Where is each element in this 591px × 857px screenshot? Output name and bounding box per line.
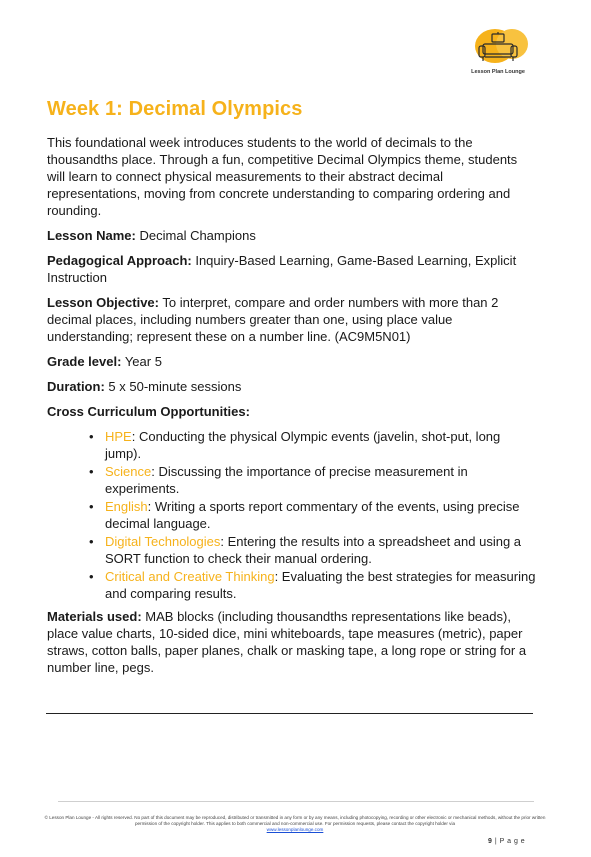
subject-description: : Evaluating the best strategies for measuring and comparing results. [105,569,536,601]
pedagogical-approach-label: Pedagogical Approach: [47,253,192,268]
subject-digital-technologies: Digital Technologies [105,534,221,549]
materials-value: MAB blocks (including thousandths representations like beads), place value charts, 10-sided dice, mini whiteboards, tape measures (metric), paper straws, cotton balls, paper planes, chalk or masking tape, a long rope or string for a number line, pegs. [47,609,527,675]
subject-description: : Entering the results into a spreadsheet and using a SORT function to check their manual ordering. [105,534,522,566]
page-number [488,838,525,845]
list-item [105,568,537,602]
duration-value: 5 x 50-minute sessions [108,379,242,394]
lesson-name-label: Lesson Name: [47,228,136,243]
lesson-objective-row [47,294,537,345]
subject-description: : Writing a sports report commentary of the events, using precise decimal language. [105,499,520,531]
page-title: Week 1: Decimal Olympics [47,98,303,120]
duration-row [47,378,537,395]
grade-level-value: Year 5 [124,354,162,369]
materials-row [47,608,537,676]
lesson-content [47,134,537,684]
footer-divider [58,801,534,802]
duration-label: Duration: [47,379,105,394]
website-link[interactable]: www.lessonplanlounge.com [266,827,324,832]
cross-curriculum-heading [47,403,537,420]
grade-level-row [47,353,537,370]
subject-description: : Conducting the physical Olympic events (javelin, shot-put, long jump). [105,429,501,461]
cross-curriculum-list [47,428,537,602]
materials-label: Materials used: [47,609,142,624]
subject-description: : Discussing the importance of precise measurement in experiments. [105,464,468,496]
subject-critical-creative-thinking: Critical and Creative Thinking [105,569,275,584]
subject-hpe: HPE [105,429,132,444]
lesson-objective-label: Lesson Objective: [47,295,159,310]
intro-paragraph: This foundational week introduces students to the world of decimals to the thousandths place. Through a fun, competitive Decimal Olympics theme, students will learn to connect physical measurements to their abstract decimal representations, moving from concrete understanding to comparing ordering and rounding. [47,135,518,218]
list-item [105,463,537,497]
cross-curriculum-heading-text: Cross Curriculum Opportunities: [47,404,250,419]
section-divider [46,713,533,714]
list-item [105,428,537,462]
lesson-name-row [47,227,537,244]
copyright-text: © Lesson Plan Lounge - All rights reserved. No part of this document may be reproduced, distributed or transmitted in any form or by any means, including photocopying, recording or other electronic or mechanical methods, without the prior written permission of the copyright holder. This applies to both commercial and non-commercial use. For permission requests, please contact the copyright holder via [44,815,546,826]
copyright-footer [40,815,550,833]
subject-science: Science [105,464,152,479]
pedagogical-approach-value: Inquiry-Based Learning, Game-Based Learning, Explicit Instruction [47,253,517,285]
pedagogical-approach-row [47,252,537,286]
page-number-value: 9 [488,838,493,845]
lesson-name-value: Decimal Champions [139,228,256,243]
page-label: | P a g e [494,838,526,845]
subject-english: English [105,499,148,514]
logo-text: Lesson Plan Lounge [471,69,525,75]
list-item [105,498,537,532]
grade-level-label: Grade level: [47,354,122,369]
list-item [105,533,537,567]
lesson-objective-value: To interpret, compare and order numbers with more than 2 decimal places, including numbers greater than one, using place value understanding; represent these on a number line. (AC9M5N01) [47,295,499,344]
